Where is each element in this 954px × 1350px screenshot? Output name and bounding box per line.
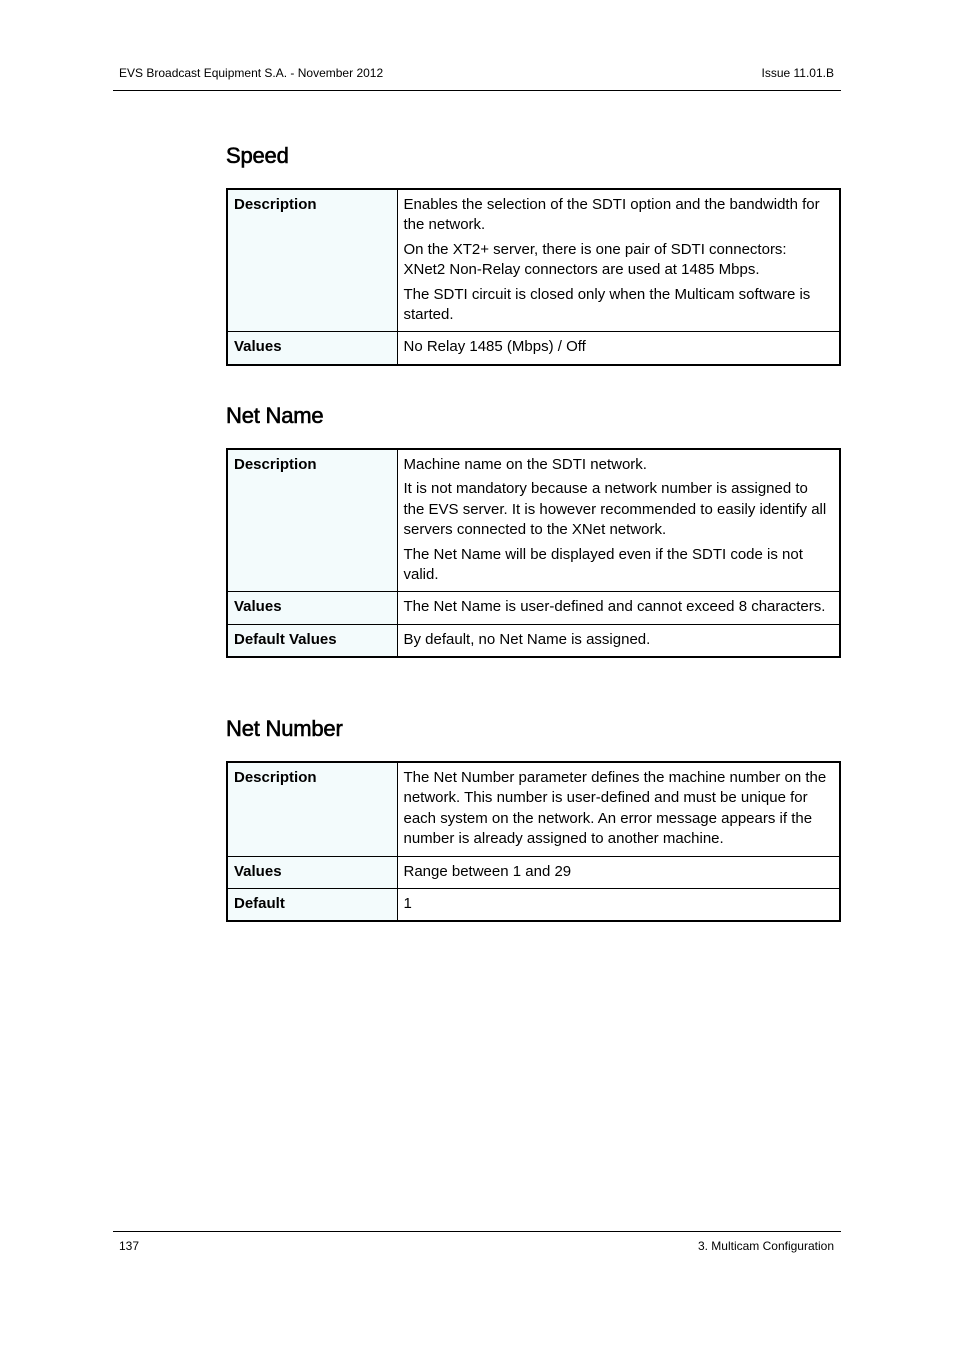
section-title: Speed (226, 143, 289, 168)
header-rule (113, 90, 841, 91)
table-row (227, 189, 840, 332)
header-issue: Issue 11.01.B (761, 66, 834, 80)
row-value (397, 332, 840, 365)
row-value (397, 762, 840, 856)
paragraph: Range between 1 and 29 (403, 862, 572, 880)
table-row (227, 449, 840, 592)
row-value (397, 449, 840, 592)
paragraph: On the XT2+ server, there is one pair of SDTI connectors: XNet2 Non-Relay connectors are used at 1485 Mbps. (403, 240, 787, 279)
paragraph: No Relay 1485 (Mbps) / Off (403, 338, 586, 356)
page-number: 137 (119, 1239, 140, 1253)
row-label: Description (227, 189, 397, 332)
row-value (397, 592, 840, 624)
row-value (397, 856, 840, 888)
parameter-table (226, 188, 841, 366)
row-value (397, 189, 840, 332)
paragraph: 1 (403, 895, 412, 913)
section-net-number (226, 715, 841, 922)
table-row (227, 856, 840, 888)
row-label: Default Values (227, 624, 397, 657)
row-label: Description (227, 762, 397, 856)
table-row (227, 762, 840, 856)
table-row (227, 592, 840, 624)
section-speed (226, 142, 841, 366)
section-title: Net Name (226, 403, 324, 428)
row-label: Default (227, 889, 397, 922)
table-row (227, 332, 840, 365)
row-label: Values (227, 592, 397, 624)
row-label: Description (227, 449, 397, 592)
parameter-table (226, 448, 841, 658)
paragraph: The SDTI circuit is closed only when the Multicam software is started. (403, 285, 811, 324)
paragraph: The Net Number parameter defines the machine number on the network. This number is user-defined and must be unique for each system on the network. An error message appears if the number is already assigned to another machine. (403, 769, 827, 848)
section-title: Net Number (226, 716, 343, 741)
row-value (397, 624, 840, 657)
paragraph: By default, no Net Name is assigned. (403, 630, 651, 648)
chapter-title: 3. Multicam Configuration (697, 1239, 834, 1253)
table-row (227, 889, 840, 922)
row-label: Values (227, 856, 397, 888)
row-label: Values (227, 332, 397, 365)
footer-rule (113, 1231, 841, 1232)
table-row (227, 624, 840, 657)
row-value (397, 889, 840, 922)
paragraph: The Net Name will be displayed even if the SDTI code is not valid. (403, 545, 803, 584)
header-publisher-date: EVS Broadcast Equipment S.A. - November 2012 (119, 66, 384, 80)
paragraph: The Net Name is user-defined and cannot exceed 8 characters. (403, 598, 826, 616)
paragraph: Enables the selection of the SDTI option and the bandwidth for the network. (403, 196, 820, 234)
parameter-table (226, 761, 841, 922)
paragraph: It is not mandatory because a network number is assigned to the EVS server. It is however recommended to easily identify all servers connected to the XNet network. (403, 480, 827, 539)
paragraph: Machine name on the SDTI network. (403, 456, 647, 473)
section-net-name (226, 402, 841, 658)
